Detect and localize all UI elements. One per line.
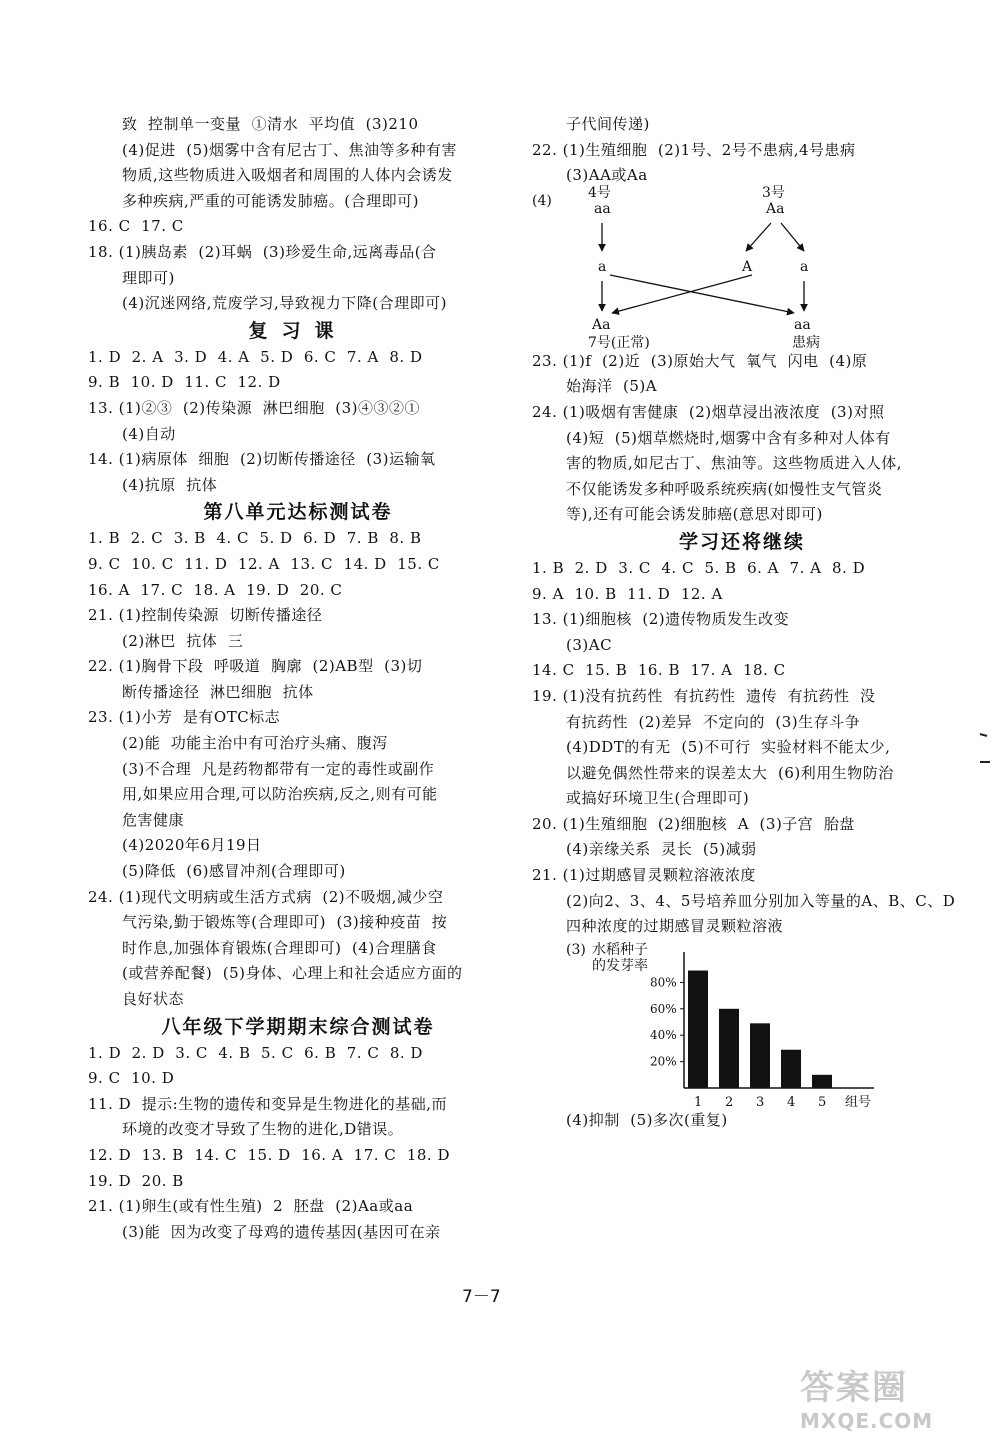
bar-group-1 xyxy=(688,970,708,1087)
watermark-text: 答案圈 xyxy=(800,1368,908,1408)
answer-line: 不仅能诱发多种呼吸系统疾病(如慢性支气管炎 xyxy=(566,479,883,498)
answer-line: 1. D 2. A 3. D 4. A 5. D 6. C 7. A 8. D xyxy=(88,347,423,366)
parent2-genotype: Aa xyxy=(766,200,785,217)
answer-line: (3)能 因为改变了母鸡的遗传基因(基因可在亲 xyxy=(122,1222,441,1241)
margin-scribble xyxy=(978,728,992,768)
diagram-label: (4) xyxy=(532,192,552,209)
answer-line: (3)AC xyxy=(566,635,613,654)
answer-line: 24. (1)现代文明病或生活方式病 (2)不吸烟,减少空 xyxy=(88,887,444,906)
answer-line: (3)AA或Aa xyxy=(566,166,648,185)
section-heading: 复习课 xyxy=(248,319,348,342)
answer-line: 9. C 10. C 11. D 12. A 13. C 14. D 15. C xyxy=(88,554,440,573)
right-mid-block xyxy=(532,349,956,940)
answer-line: 1. D 2. D 3. C 4. B 5. C 6. B 7. C 8. D xyxy=(88,1043,423,1062)
y-tick-label: 40% xyxy=(650,1028,677,1043)
parent2-name: 3号 xyxy=(762,184,785,201)
answer-line: 危害健康 xyxy=(122,810,185,829)
section-heading: 学习还将继续 xyxy=(678,530,805,553)
gamete-2: A xyxy=(742,258,753,275)
answer-line: 等),还有可能会诱发肺癌(意思对即可) xyxy=(566,505,823,524)
answer-line: 害的物质,如尼古丁、焦油等。这些物质进入人体, xyxy=(566,454,903,473)
answer-line: 理即可) xyxy=(122,268,175,287)
offspring-2-note: 患病 xyxy=(792,334,820,351)
y-axis-label-line1: 水稻种子 xyxy=(592,941,648,958)
arrow-p2-g2 xyxy=(746,223,771,251)
y-axis-label-line2: 的发芽率 xyxy=(592,957,648,974)
answer-line: 9. A 10. B 11. D 12. A xyxy=(532,584,723,603)
watermark-logo xyxy=(800,1360,990,1432)
bar-group-5 xyxy=(812,1075,832,1088)
answer-line: 有抗药性 (2)差异 不定向的 (3)生存斗争 xyxy=(566,712,861,731)
answer-line: 13. (1)②③ (2)传染源 淋巴细胞 (3)④③②① xyxy=(88,398,420,417)
right-top-block xyxy=(532,112,952,189)
offspring-2-genotype: aa xyxy=(794,316,811,333)
answer-line: 14. (1)病原体 细胞 (2)切断传播途径 (3)运输氧 xyxy=(88,450,436,469)
x-tick-label: 1 xyxy=(694,1094,703,1108)
answer-line: (4)自动 xyxy=(122,424,176,443)
x-tick-label: 3 xyxy=(756,1094,765,1108)
answer-line: 20. (1)生殖细胞 (2)细胞核 A (3)子宫 胎盘 xyxy=(532,814,855,833)
answer-line: 时作息,加强体育锻炼(合理即可) (4)合理膳食 xyxy=(122,938,437,957)
arrow-g2-o1 xyxy=(612,275,752,313)
answer-line: (2)淋巴 抗体 三 xyxy=(122,631,244,650)
answer-line: (4)短 (5)烟草燃烧时,烟雾中含有多种对人体有 xyxy=(566,428,891,447)
answer-line: 21. (1)控制传染源 切断传播途径 xyxy=(88,606,323,625)
chart-title-prefix: (3) xyxy=(566,941,586,958)
bar-group-4 xyxy=(781,1050,801,1088)
answer-line: 13. (1)细胞核 (2)遗传物质发生改变 xyxy=(532,610,790,629)
section-heading: 八年级下学期期末综合测试卷 xyxy=(161,1015,435,1038)
answer-line: 1. B 2. C 3. B 4. C 5. D 6. D 7. B 8. B xyxy=(88,529,422,548)
answer-line: 12. D 13. B 14. C 15. D 16. A 17. C 18. D xyxy=(88,1145,450,1164)
inheritance-arrows xyxy=(566,189,946,349)
answer-line: (4)沉迷网络,荒废学习,导致视力下降(合理即可) xyxy=(122,294,447,313)
answer-line: 1. B 2. D 3. C 4. C 5. B 6. A 7. A 8. D xyxy=(532,558,866,577)
answer-line: (4)DDT的有无 (5)不可行 实验材料不能太少, xyxy=(566,738,891,757)
answer-line: 致 控制单一变量 ①清水 平均值 (3)210 xyxy=(122,115,419,133)
answer-line: 16. C 17. C xyxy=(88,217,184,236)
answer-line: (4)抗原 抗体 xyxy=(122,475,218,494)
answer-line: (2)向2、3、4、5号培养皿分别加入等量的A、B、C、D xyxy=(566,891,956,910)
answer-line: (3)不合理 凡是药物都带有一定的毒性或副作 xyxy=(122,759,435,778)
answer-line: 断传播途径 淋巴细胞 抗体 xyxy=(122,682,314,701)
parent1-name: 4号 xyxy=(588,184,611,201)
answer-line: 21. (1)过期感冒灵颗粒溶液浓度 xyxy=(532,866,756,885)
answer-line: 19. (1)没有抗药性 有抗药性 遗传 有抗药性 没 xyxy=(532,686,876,705)
answer-line: (2)能 功能主治中有可治疗头痛、腹泻 xyxy=(122,734,388,753)
answer-line: (或营养配餐) (5)身体、心理上和社会适应方面的 xyxy=(122,964,463,983)
answer-line: (4)促进 (5)烟雾中含有尼古丁、焦油等多种有害 xyxy=(122,140,458,159)
section-heading: 第八单元达标测试卷 xyxy=(203,501,393,524)
answer-line: 23. (1)f (2)近 (3)原始大气 氧气 闪电 (4)原 xyxy=(532,351,868,370)
x-tick-label: 4 xyxy=(787,1094,796,1108)
inheritance-diagram xyxy=(532,184,952,351)
bar-group-2 xyxy=(719,1009,739,1088)
chart-canvas xyxy=(566,940,946,1108)
answer-line: (4)亲缘关系 灵长 (5)减弱 xyxy=(566,840,757,859)
y-tick-label: 60% xyxy=(650,1001,677,1016)
y-tick-label: 80% xyxy=(650,975,677,990)
answer-line: 11. D 提示:生物的遗传和变异是生物进化的基础,而 xyxy=(88,1094,448,1113)
gamete-3: a xyxy=(800,258,809,275)
arrow-p2-g3 xyxy=(781,223,804,251)
answer-line: 物质,这些物质进入吸烟者和周围的人体内会诱发 xyxy=(122,166,453,185)
answer-line: 始海洋 (5)A xyxy=(566,377,658,396)
answer-line: 气污染,勤于锻炼等(合理即可) (3)接种疫苗 按 xyxy=(122,913,448,932)
answer-line: 24. (1)吸烟有害健康 (2)烟草浸出液浓度 (3)对照 xyxy=(532,402,885,421)
answer-line: 9. B 10. D 11. C 12. D xyxy=(88,373,281,392)
answer-line: 23. (1)小芳 是有OTC标志 xyxy=(88,708,281,727)
answer-line: 19. D 20. B xyxy=(88,1171,184,1190)
right-column xyxy=(532,112,956,1133)
answer-line: (4)抑制 (5)多次(重复) xyxy=(566,1110,728,1129)
arrow-g1-o2 xyxy=(610,275,794,313)
answer-line: 子代间传递) xyxy=(566,115,650,133)
answer-line: 22. (1)胸骨下段 呼吸道 胸廓 (2)AB型 (3)切 xyxy=(88,657,423,676)
left-column xyxy=(88,112,508,1245)
page-number: 7－7 xyxy=(462,1287,501,1307)
answer-line: 9. C 10. D xyxy=(88,1069,175,1088)
answer-line: 16. A 17. C 18. A 19. D 20. C xyxy=(88,580,343,599)
answer-line: 21. (1)卵生(或有性生殖) 2 胚盘 (2)Aa或aa xyxy=(88,1197,414,1216)
x-tick-label: 2 xyxy=(725,1094,734,1108)
answer-line: 四种浓度的过期感冒灵颗粒溶液 xyxy=(566,917,784,936)
bar-group-3 xyxy=(750,1023,770,1088)
answer-line: 14. C 15. B 16. B 17. A 18. C xyxy=(532,661,786,680)
offspring-1-genotype: Aa xyxy=(592,316,611,333)
germination-chart xyxy=(566,940,952,1108)
gamete-1: a xyxy=(598,258,607,275)
answer-line: 或搞好环境卫生(合理即可) xyxy=(566,789,750,808)
x-axis-label: 组号 xyxy=(845,1094,872,1108)
watermark-url: MXQE.COM xyxy=(800,1409,934,1433)
offspring-1-note: 7号(正常) xyxy=(588,334,650,351)
answer-line: 多种疾病,严重的可能诱发肺癌。(合理即可) xyxy=(122,191,419,210)
parent1-genotype: aa xyxy=(594,200,611,217)
x-tick-label: 5 xyxy=(818,1094,827,1108)
answer-line: 18. (1)胰岛素 (2)耳蜗 (3)珍爱生命,远离毒品(合 xyxy=(88,242,437,261)
answer-line: 用,如果应用合理,可以防治疾病,反之,则有可能 xyxy=(122,785,438,804)
answer-line: 以避免偶然性带来的误差太大 (6)利用生物防治 xyxy=(566,763,894,782)
answer-line: 环境的改变才导致了生物的进化,D错误。 xyxy=(122,1120,404,1139)
answer-line: (5)降低 (6)感冒冲剂(合理即可) xyxy=(122,862,346,881)
answer-line: (4)2020年6月19日 xyxy=(122,836,262,855)
y-tick-label: 20% xyxy=(650,1054,677,1069)
answer-line: 22. (1)生殖细胞 (2)1号、2号不患病,4号患病 xyxy=(532,140,856,159)
answer-line: 良好状态 xyxy=(122,990,185,1008)
right-bottom-block xyxy=(532,1108,952,1134)
